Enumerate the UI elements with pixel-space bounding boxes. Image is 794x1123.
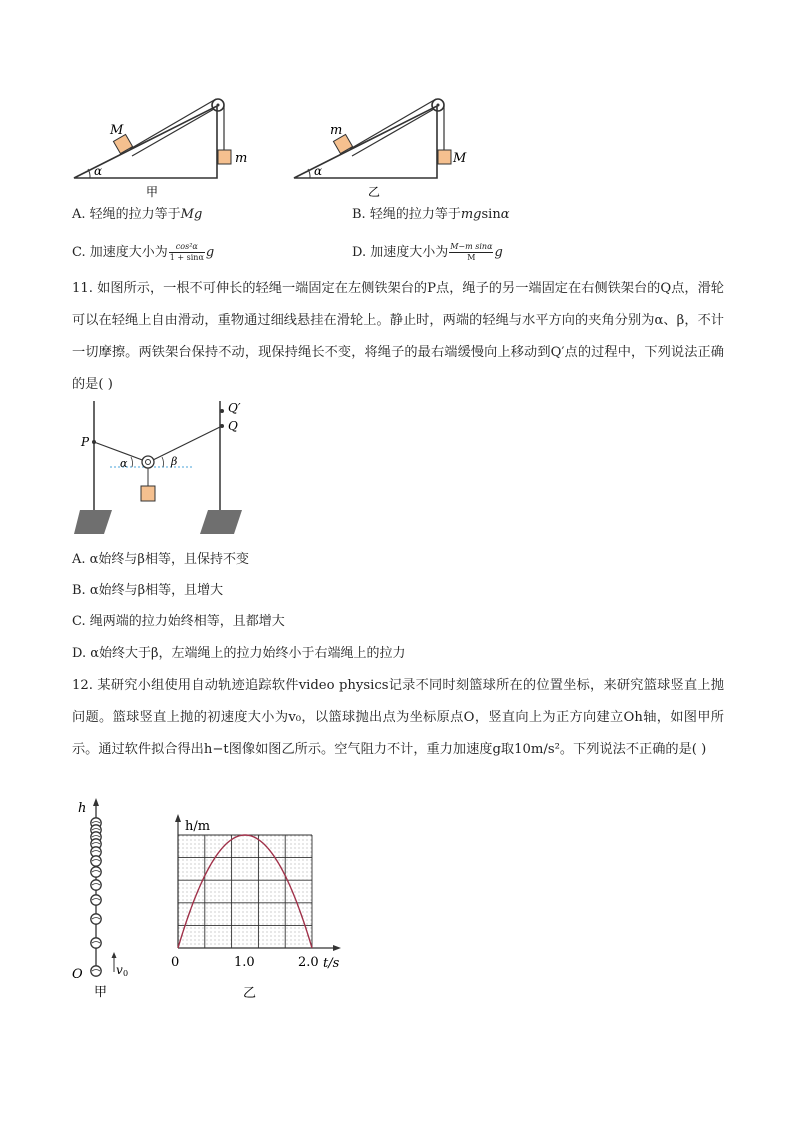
right-stand-base [200, 510, 242, 534]
q12-chart [165, 810, 355, 1002]
option-d-text: D. 加速度大小为 [352, 245, 449, 260]
caption-yi: 乙 [368, 185, 381, 199]
option-d-fraction: $\frac{\text{M−m sinα}}{M}$ [450, 242, 493, 262]
caption-jia: 甲 [146, 185, 159, 199]
label-angle: α [314, 164, 323, 178]
option-a-text: A. 轻绳的拉力等于 [72, 207, 181, 222]
x-axis-label: t/s [323, 956, 340, 971]
hanging-block [218, 150, 231, 164]
q11-option-c[interactable]: C. 绳两端的拉力始终相等，且都增大 [72, 614, 285, 629]
rope-right [151, 426, 222, 461]
label-v: v [116, 963, 123, 977]
label-p: P [81, 435, 90, 449]
q10-option-c[interactable] [72, 240, 214, 266]
option-c-text: C. 加速度大小为 [72, 245, 168, 260]
label-block: M [110, 123, 124, 138]
rope-lower [352, 109, 434, 156]
label-q: Q [228, 419, 238, 433]
pulley [142, 456, 154, 468]
q12-figure-left [68, 796, 148, 1001]
point-q [220, 424, 224, 428]
label-angle: α [94, 164, 103, 178]
q11-stem: 11. 如图所示，一根不可伸长的轻绳一端固定在左侧铁架台的P点，绳子的另一端固定在右侧铁架台的Q点，滑轮可以在轻绳上自由滑动，重物通过细线悬挂在滑轮上。静止时，两端的轻绳与水平方向的夹角分别为α、β，不计一切摩擦。两铁架台保持不动，现保持绳长不变，将绳子的最右端缓慢向上移动到Q′点的过程中，下列说法正确的是( ) [72, 281, 724, 392]
label-q-prime: Q′ [228, 401, 241, 415]
rope-upper [130, 99, 216, 149]
q12-stem: 12. 某研究小组使用自动轨迹追踪软件video physics记录不同时刻篮球所在的位置坐标，来研究篮球竖直上抛问题。篮球竖直上抛的初速度大小为v₀，以篮球抛出点为坐标原点O，竖直向上为正方向建立Oh轴，如图甲所示。通过软件拟合得出h−t图像如图乙所示。空气阻力不计，重力加速度g取10m/s²。下列说法不正确的是( ) [72, 678, 724, 757]
q11-option-d[interactable]: D. α始终大于β，左端绳上的拉力始终小于右端绳上的拉力 [72, 646, 406, 661]
q10-figure-left [70, 94, 270, 206]
option-d-suffix: g [494, 245, 503, 260]
q11-figure [70, 396, 260, 541]
left-stand-base [74, 510, 112, 534]
q10-option-d[interactable] [352, 240, 503, 266]
option-a-expr: Mg [180, 207, 203, 222]
rope-lower [132, 109, 214, 156]
label-hanging: M [453, 151, 467, 166]
q10-option-b[interactable] [352, 206, 509, 224]
q11-option-a[interactable]: A. α始终与β相等，且保持不变 [72, 552, 249, 567]
option-b-text: B. 轻绳的拉力等于 [352, 207, 461, 222]
point-q-prime [220, 409, 224, 413]
x-tick-1: 1.0 [234, 955, 255, 970]
weight [141, 486, 155, 501]
option-b-expr: mg [460, 207, 482, 222]
label-o: O [72, 967, 83, 982]
label-hanging: m [235, 151, 248, 166]
y-axis-label: h/m [185, 819, 211, 834]
option-c-suffix: g [205, 245, 215, 260]
q10-option-a[interactable] [72, 206, 202, 224]
option-b-angle: α [500, 207, 510, 222]
point-p [92, 440, 96, 444]
caption-yi: 乙 [243, 986, 257, 1001]
label-beta: β [171, 455, 178, 468]
q10-figure-right [290, 94, 490, 206]
q11-option-b[interactable]: B. α始终与β相等，且增大 [72, 583, 224, 598]
hanging-block [438, 150, 451, 164]
rope-upper [350, 99, 436, 149]
option-b-trig: sin [481, 207, 501, 222]
x-tick-0: 0 [171, 955, 180, 970]
label-v-sub: 0 [123, 969, 129, 978]
x-tick-2: 2.0 [298, 955, 319, 970]
caption-jia: 甲 [94, 985, 108, 1000]
label-h: h [78, 801, 87, 816]
option-c-fraction: $\frac{\text{cos²α}}{1 + \sin\alpha}$ [169, 242, 204, 262]
label-alpha: α [120, 457, 128, 470]
label-block: m [330, 123, 343, 138]
